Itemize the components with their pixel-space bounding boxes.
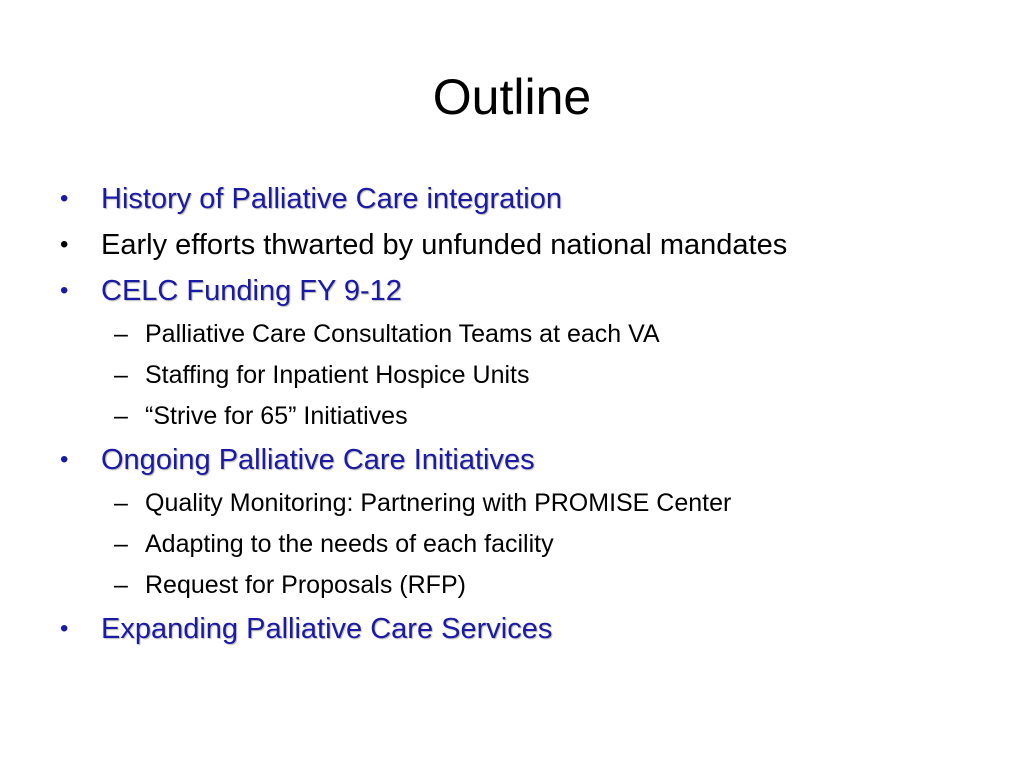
list-item (58, 606, 998, 652)
sub-list-item (58, 314, 998, 355)
dash-icon: – (114, 530, 128, 558)
sub-list-item (58, 565, 998, 606)
dash-icon: – (114, 320, 128, 348)
sub-list-item (58, 483, 998, 524)
bullet-icon: • (60, 446, 69, 473)
sub-list-item-text: Request for Proposals (RFP) (145, 571, 466, 599)
sub-list-item-text: Adapting to the needs of each facility (145, 530, 554, 558)
sub-list-item-text: Staffing for Inpatient Hospice Units (145, 361, 530, 389)
list-item-text: Ongoing Palliative Care Initiatives (101, 444, 535, 476)
list-item (58, 176, 998, 222)
sub-list-item-text: Palliative Care Consultation Teams at each VA (145, 320, 660, 348)
bullet-icon: • (60, 185, 69, 212)
list-item (58, 268, 998, 314)
bullet-icon: • (60, 615, 69, 642)
list-item-text: Early efforts thwarted by unfunded national mandates (101, 229, 788, 261)
list-item-text: Expanding Palliative Care Services (101, 613, 553, 645)
dash-icon: – (114, 361, 128, 389)
list-item-text: CELC Funding FY 9-12 (101, 275, 402, 307)
sub-list-item (58, 355, 998, 396)
sub-list-item (58, 524, 998, 565)
slide-title: Outline (432, 69, 592, 125)
outline-list (58, 176, 998, 652)
dash-icon: – (114, 571, 128, 599)
list-item-text: History of Palliative Care integration (101, 183, 562, 215)
bullet-icon: • (60, 231, 69, 258)
dash-icon: – (114, 402, 128, 430)
bullet-icon: • (60, 277, 69, 304)
dash-icon: – (114, 489, 128, 517)
list-item (58, 437, 998, 483)
sub-list-item (58, 396, 998, 437)
list-item (58, 222, 998, 268)
sub-list-item-text: “Strive for 65” Initiatives (145, 402, 408, 430)
sub-list-item-text: Quality Monitoring: Partnering with PROMISE Center (145, 489, 732, 517)
